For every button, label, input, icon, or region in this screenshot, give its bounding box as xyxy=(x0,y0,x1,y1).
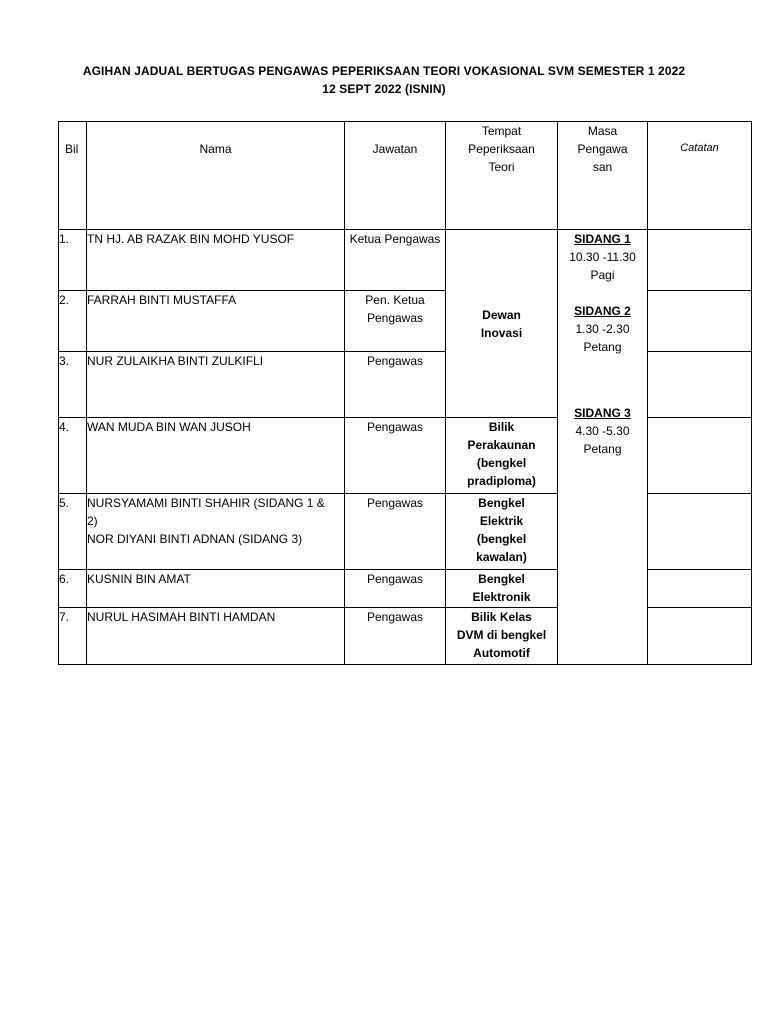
row-catatan xyxy=(648,230,752,291)
row-bil: 7. xyxy=(59,608,87,665)
table-row xyxy=(59,291,752,352)
header-jawatan: Jawatan xyxy=(345,122,446,230)
row-nama: TN HJ. AB RAZAK BIN MOHD YUSOF xyxy=(87,230,345,291)
row-jawatan: Pengawas xyxy=(345,352,446,418)
row-nama: NURUL HASIMAH BINTI HAMDAN xyxy=(87,608,345,665)
row-nama: NUR ZULAIKHA BINTI ZULKIFLI xyxy=(87,352,345,418)
tempat-dewan-inovasi: Dewan Inovasi xyxy=(446,230,558,418)
row-bil: 3. xyxy=(59,352,87,418)
sidang-3: SIDANG 3 4.30 -5.30 Petang xyxy=(574,406,631,456)
row-jawatan: Pengawas xyxy=(345,494,446,570)
header-masa: Masa Pengawa san xyxy=(558,122,648,230)
table-header-row xyxy=(59,122,752,230)
row-nama: FARRAH BINTI MUSTAFFA xyxy=(87,291,345,352)
row-tempat: Bengkel Elektrik (bengkel kawalan) xyxy=(446,494,558,570)
row-jawatan: Ketua Pengawas xyxy=(345,230,446,291)
document-date: 12 SEPT 2022 (ISNIN) xyxy=(322,82,446,96)
row-catatan xyxy=(648,608,752,665)
sidang-2: SIDANG 2 1.30 -2.30 Petang xyxy=(574,304,631,354)
row-tempat: Bilik Perakaunan (bengkel pradiploma) xyxy=(446,418,558,494)
row-bil: 4. xyxy=(59,418,87,494)
row-tempat: Bilik Kelas DVM di bengkel Automotif xyxy=(446,608,558,665)
row-nama: WAN MUDA BIN WAN JUSOH xyxy=(87,418,345,494)
row-bil: 2. xyxy=(59,291,87,352)
masa-pengawasan-column xyxy=(558,230,648,665)
row-jawatan: Pengawas xyxy=(345,570,446,608)
row-catatan xyxy=(648,291,752,352)
row-jawatan: Pengawas xyxy=(345,418,446,494)
row-jawatan: Pengawas xyxy=(345,608,446,665)
sidang-1: SIDANG 1 10.30 -11.30 Pagi xyxy=(569,232,636,282)
document-title: AGIHAN JADUAL BERTUGAS PENGAWAS PEPERIKSAAN TEORI VOKASIONAL SVM SEMESTER 1 2022 xyxy=(82,64,686,78)
row-bil: 5. xyxy=(59,494,87,570)
row-jawatan: Pen. Ketua Pengawas xyxy=(345,291,446,352)
row-nama: NURSYAMAMI BINTI SHAHIR (SIDANG 1 & 2) NOR DIYANI BINTI ADNAN (SIDANG 3) xyxy=(87,494,345,570)
header-nama: Nama xyxy=(87,122,345,230)
row-catatan xyxy=(648,570,752,608)
row-nama: KUSNIN BIN AMAT xyxy=(87,570,345,608)
row-bil: 1. xyxy=(59,230,87,291)
duty-roster-table xyxy=(58,121,752,665)
row-catatan xyxy=(648,352,752,418)
header-catatan: Catatan xyxy=(648,122,752,230)
table-row xyxy=(59,608,752,665)
table-row xyxy=(59,570,752,608)
row-bil: 6. xyxy=(59,570,87,608)
row-catatan xyxy=(648,494,752,570)
row-tempat: Bengkel Elektronik xyxy=(446,570,558,608)
table-row xyxy=(59,418,752,494)
header-bil: Bil xyxy=(59,122,87,230)
row-catatan xyxy=(648,418,752,494)
table-row xyxy=(59,352,752,418)
table-row xyxy=(59,230,752,291)
header-tempat: Tempat Peperiksaan Teori xyxy=(446,122,558,230)
table-row xyxy=(59,494,752,570)
